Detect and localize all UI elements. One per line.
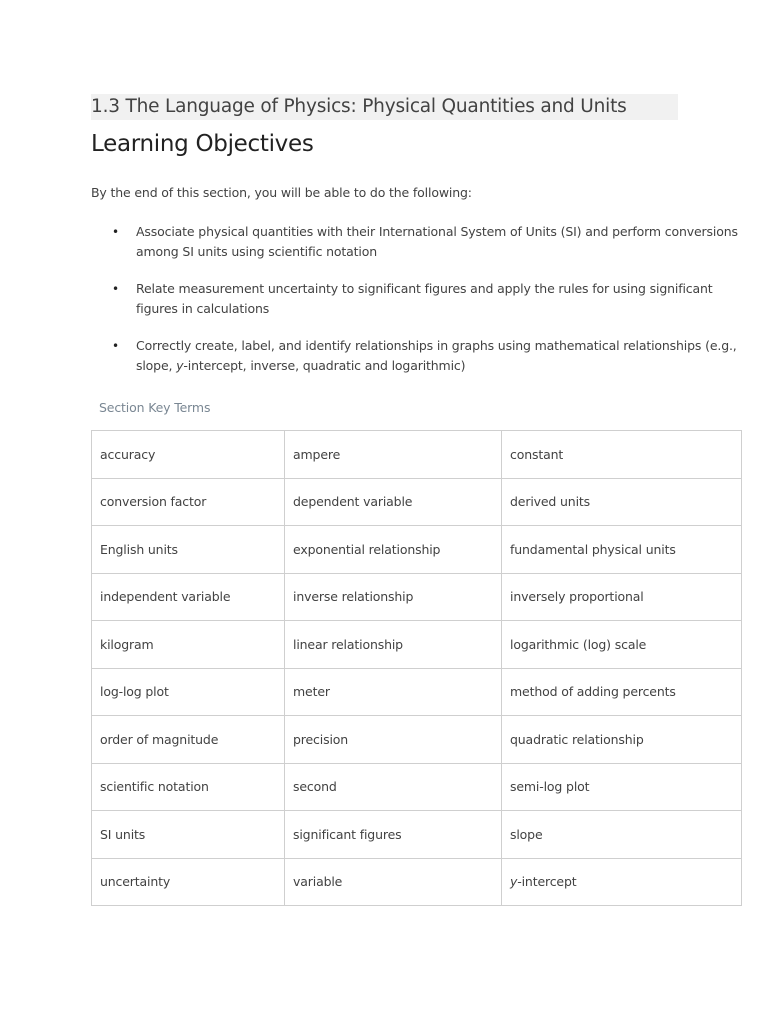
- table-cell: semi-log plot: [502, 763, 742, 811]
- table-cell: y-intercept: [502, 858, 742, 906]
- table-cell: accuracy: [92, 431, 285, 479]
- table-cell: linear relationship: [285, 621, 502, 669]
- bullet-icon: •: [112, 339, 119, 353]
- table-row: [92, 573, 742, 621]
- table-row: [92, 431, 742, 479]
- table-cell: variable: [285, 858, 502, 906]
- objective-item: [91, 279, 741, 319]
- objective-item: [91, 336, 741, 376]
- table-cell: logarithmic (log) scale: [502, 621, 742, 669]
- table-row: [92, 716, 742, 764]
- table-row: [92, 858, 742, 906]
- table-row: [92, 811, 742, 859]
- table-cell: order of magnitude: [92, 716, 285, 764]
- table-cell: independent variable: [92, 573, 285, 621]
- table-cell: slope: [502, 811, 742, 859]
- table-cell: kilogram: [92, 621, 285, 669]
- table-cell: scientific notation: [92, 763, 285, 811]
- key-terms-table: [91, 430, 742, 906]
- table-cell: ampere: [285, 431, 502, 479]
- objective-item: [91, 222, 741, 262]
- table-cell: second: [285, 763, 502, 811]
- table-cell: inversely proportional: [502, 573, 742, 621]
- objectives-list: [91, 222, 741, 376]
- table-cell: exponential relationship: [285, 526, 502, 574]
- table-cell: dependent variable: [285, 478, 502, 526]
- table-row: [92, 763, 742, 811]
- objective-text: Correctly create, label, and identify relationships in graphs using mathematical relationships (e.g., slope, y-intercept, inverse, quadratic and logarithmic): [136, 338, 737, 373]
- table-cell: method of adding percents: [502, 668, 742, 716]
- key-terms-caption: Section Key Terms: [99, 400, 211, 415]
- table-cell: English units: [92, 526, 285, 574]
- objective-text: Associate physical quantities with their International System of Units (SI) and perform conversions among SI units using scientific notation: [136, 224, 738, 259]
- table-row: [92, 621, 742, 669]
- table-cell: SI units: [92, 811, 285, 859]
- table-cell: conversion factor: [92, 478, 285, 526]
- table-cell: constant: [502, 431, 742, 479]
- table-cell: quadratic relationship: [502, 716, 742, 764]
- objective-text: Relate measurement uncertainty to significant figures and apply the rules for using significant figures in calculations: [136, 281, 713, 316]
- table-cell: precision: [285, 716, 502, 764]
- section-title: 1.3 The Language of Physics: Physical Quantities and Units: [91, 94, 678, 120]
- table-cell: log-log plot: [92, 668, 285, 716]
- table-cell: inverse relationship: [285, 573, 502, 621]
- learning-objectives-heading: Learning Objectives: [91, 131, 314, 157]
- bullet-icon: •: [112, 282, 119, 296]
- table-cell: significant figures: [285, 811, 502, 859]
- table-row: [92, 668, 742, 716]
- table-cell: fundamental physical units: [502, 526, 742, 574]
- bullet-icon: •: [112, 225, 119, 239]
- table-cell: meter: [285, 668, 502, 716]
- table-row: [92, 478, 742, 526]
- document-page: [91, 94, 741, 906]
- table-cell: uncertainty: [92, 858, 285, 906]
- intro-text: By the end of this section, you will be able to do the following:: [91, 185, 472, 200]
- table-cell: derived units: [502, 478, 742, 526]
- table-row: [92, 526, 742, 574]
